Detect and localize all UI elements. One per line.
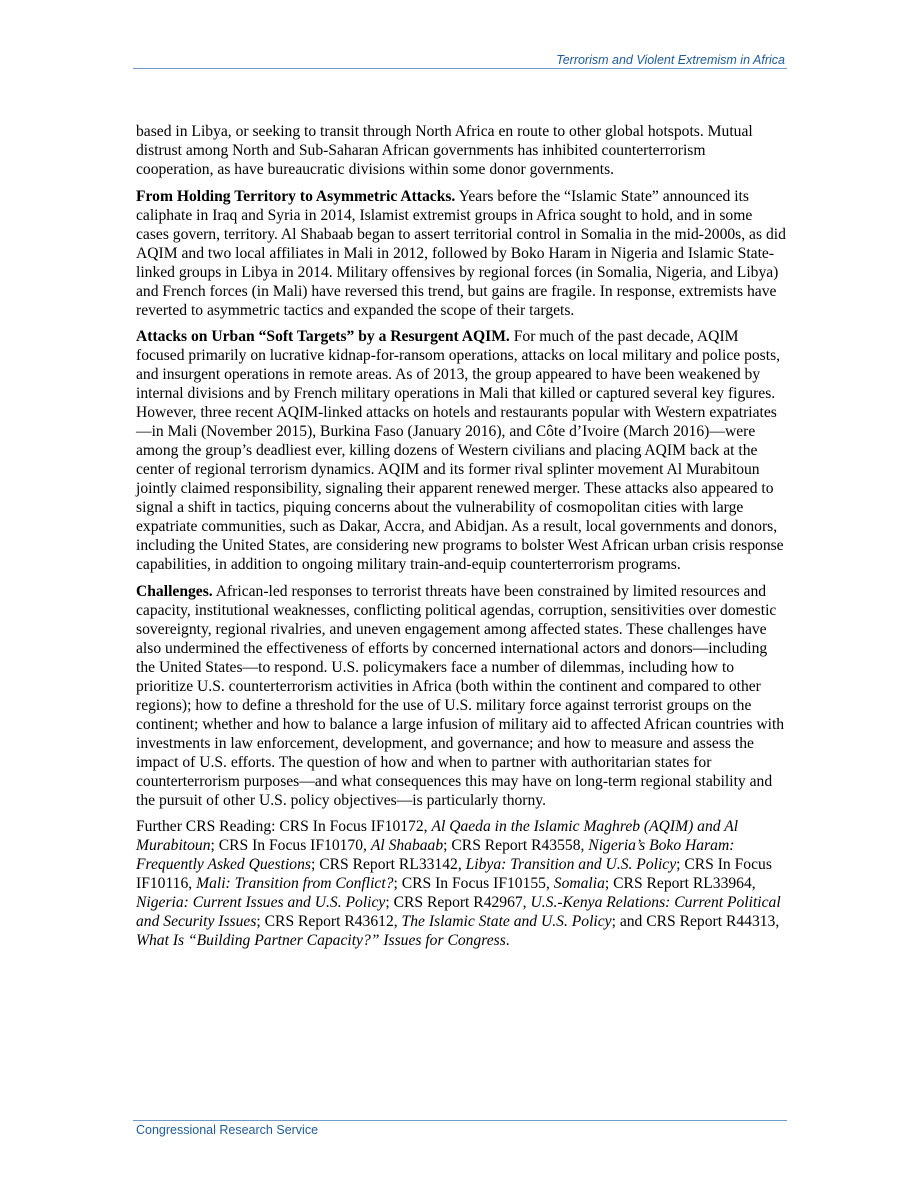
reading-sep: ; CRS Report R43612, (256, 913, 402, 930)
reading-sep: ; CRS Report R43558, (443, 837, 589, 854)
reading-sep: ; CRS In Focus IF10155, (393, 875, 554, 892)
paragraph-holding-territory (136, 187, 786, 320)
paragraph-heading: From Holding Territory to Asymmetric Attacks. (136, 187, 456, 205)
report-title: Somalia (553, 875, 605, 892)
paragraph-text: For much of the past decade, AQIM focused primarily on lucrative kidnap-for-ransom operations, attacks on local military and police posts, and insurgent operations in remote areas. As of 2013, the group appeared to have been weakened by internal divisions and by French military operations in Mali that killed or captured several key figures. However, three recent AQIM-linked attacks on hotels and restaurants popular with Western expatriates—in Mali (November 2015), Burkina Faso (January 2016), and Côte d’Ivoire (March 2016)—were among the group’s deadliest ever, killing dozens of Western civilians and placing AQIM back at the center of regional terrorism dynamics. AQIM and its former rival splinter movement Al Murabitoun jointly claimed responsibility, signaling their apparent renewed merger. These attacks also appeared to signal a shift in tactics, piquing concerns about the vulnerability of cosmopolitan cities with large expatriate communities, such as Dakar, Accra, and Abidjan. As a result, local governments and donors, including the United States, are considering new programs to bolster West African urban crisis response capabilities, in addition to ongoing military train-and-equip counterterrorism programs. (136, 328, 784, 573)
report-title: Al Qaeda in the Islamic Maghreb (AQIM) and Al Murabitoun (136, 818, 739, 854)
reading-sep: ; CRS In Focus IF10170, (210, 837, 371, 854)
reading-sep: ; CRS In Focus IF10116, (136, 856, 772, 892)
report-title: U.S.-Kenya Relations: Current Political and Security Issues (136, 894, 781, 930)
report-title: Nigeria’s Boko Haram: Frequently Asked Questions (136, 837, 735, 873)
paragraph-text: Years before the “Islamic State” announced its caliphate in Iraq and Syria in 2014, Islamist extremist groups in Africa sought to hold, and in some cases govern, territory. Al Shabaab began to assert territorial control in Somalia in the mid-2000s, as did AQIM and two local affiliates in Mali in 2012, followed by Boko Haram in Nigeria and Islamic State-linked groups in Libya in 2014. Military offensives by regional forces (in Somalia, Nigeria, and Libya) and French forces (in Mali) have reversed this trend, but gains are fragile. In response, extremists have reverted to asymmetric tactics and expanded the scope of their targets. (136, 187, 786, 319)
paragraph-soft-targets (136, 327, 786, 574)
paragraph-challenges (136, 582, 786, 810)
running-header-title: Terrorism and Violent Extremism in Africa (556, 53, 785, 67)
reading-intro: Further CRS Reading: CRS In Focus IF10172, (136, 818, 432, 835)
paragraph-heading: Challenges. (136, 582, 213, 600)
document-body (136, 122, 786, 958)
report-title: Nigeria: Current Issues and U.S. Policy (136, 894, 386, 911)
report-title: What Is “Building Partner Capacity?” Issues for Congress (136, 932, 506, 949)
report-title: Al Shabaab (370, 837, 444, 854)
report-title: The Islamic State and U.S. Policy (401, 913, 612, 930)
reading-sep: ; CRS Report RL33964, (604, 875, 756, 892)
reading-end: . (505, 932, 510, 949)
paragraph-libya-transit: based in Libya, or seeking to transit through North Africa en route to other global hotspots. Mutual distrust among North and Sub-Saharan African governments has inhibited counterterrorism cooperation, as have bureaucratic divisions within some donor governments. (136, 123, 753, 178)
reading-sep: ; and CRS Report R44313, (611, 913, 780, 930)
header-divider (133, 68, 787, 69)
paragraph-heading: Attacks on Urban “Soft Targets” by a Resurgent AQIM. (136, 328, 510, 345)
footer-divider (133, 1120, 787, 1121)
reading-sep: ; CRS Report RL33142, (310, 856, 466, 873)
paragraph-further-reading (136, 817, 786, 950)
report-title: Mali: Transition from Conflict? (196, 875, 394, 892)
report-title: Libya: Transition and U.S. Policy (465, 856, 677, 873)
reading-sep: ; CRS Report R42967, (385, 894, 531, 911)
paragraph-text: African-led responses to terrorist threats have been constrained by limited resources and capacity, institutional weaknesses, conflicting political agendas, corruption, sensitivities over domestic sovereignty, regional rivalries, and uneven engagement among affected states. These challenges have also undermined the effectiveness of efforts by concerned international actors and donors—including the United States—to respond. U.S. policymakers face a number of dilemmas, including how to prioritize U.S. counterterrorism activities in Africa (both within the continent and compared to other regions); how to define a threshold for the use of U.S. military force against terrorist groups on the continent; whether and how to balance a large infusion of military aid to affected African countries with investments in law enforcement, development, and governance; and how to measure and assess the impact of U.S. efforts. The question of how and when to partner with authoritarian states for counterterrorism purposes—and what consequences this may have on long-term regional stability and the pursuit of other U.S. policy objectives—is particularly thorny. (136, 582, 785, 809)
footer-publisher: Congressional Research Service (136, 1123, 319, 1137)
